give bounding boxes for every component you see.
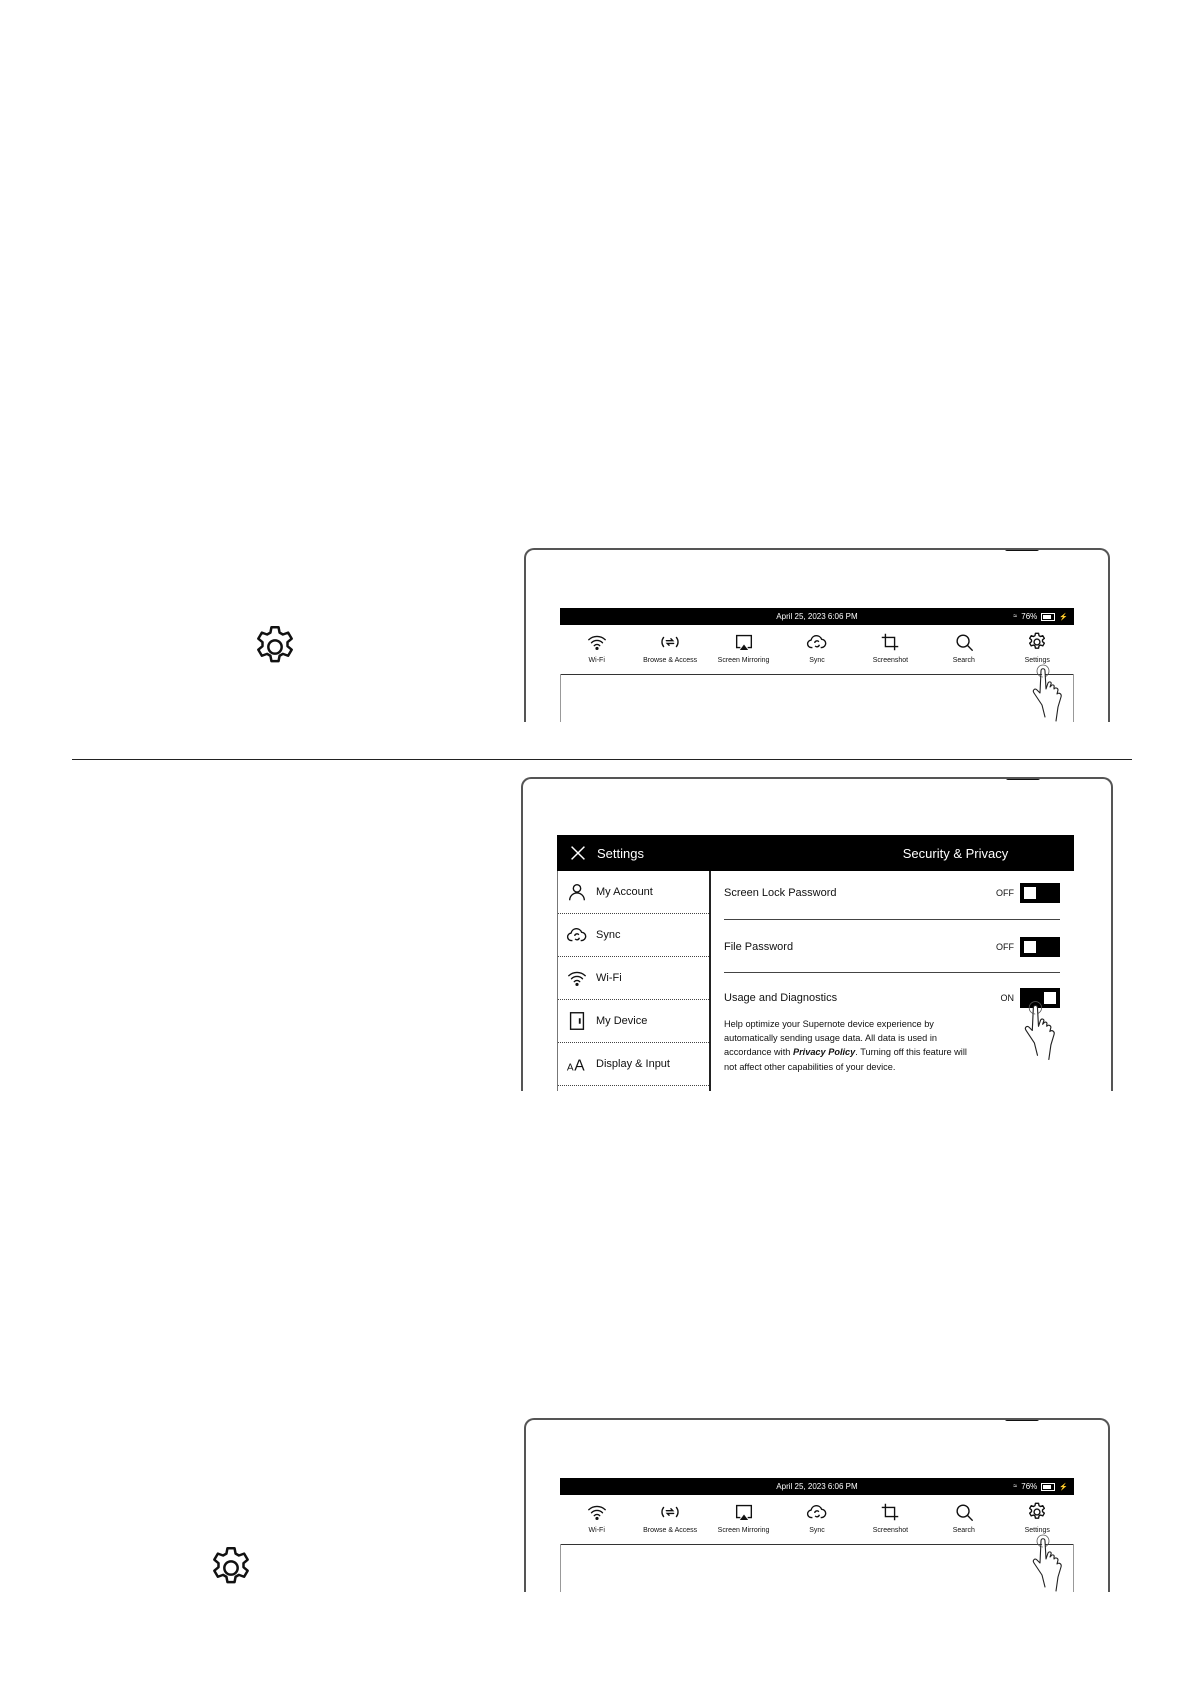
wifi-icon [586, 1501, 608, 1523]
toggle-state: OFF [996, 888, 1014, 898]
battery-icon [1041, 1483, 1055, 1491]
toggle-knob [1023, 940, 1037, 954]
quick-action-label: Screenshot [872, 657, 909, 664]
status-bar [560, 1478, 1074, 1495]
quick-action-wi-fi[interactable] [560, 1495, 633, 1544]
sidebar-item-label: Wi-Fi [596, 972, 622, 984]
quick-action-screenshot[interactable] [854, 625, 927, 674]
setting-row-usage-diagnostics [724, 973, 1060, 1091]
quick-action-label: Search [952, 657, 975, 664]
tapping-hand-icon [1031, 1531, 1091, 1592]
person-icon [566, 881, 588, 903]
quick-action-browse-access[interactable] [633, 625, 706, 674]
wifi-status-icon: ≈ [1013, 613, 1018, 620]
wifi-icon [586, 631, 608, 653]
tapping-hand-icon [1023, 997, 1085, 1065]
setting-row-file-password [724, 920, 1060, 973]
sidebar-item-sync[interactable] [558, 914, 709, 957]
charging-icon: ⚡ [1059, 1483, 1068, 1491]
quick-action-label: Browse & Access [643, 657, 698, 664]
quick-action-label: Screen Mirroring [717, 1527, 770, 1534]
section-title: Security & Privacy [902, 845, 1009, 861]
section-divider [72, 759, 1132, 760]
sidebar-item-my-account[interactable] [558, 871, 709, 914]
gear-icon [250, 622, 300, 672]
pen-button [1005, 1418, 1039, 1421]
sidebar-item-my-device[interactable] [558, 1000, 709, 1043]
quick-action-label: Screen Mirroring [717, 657, 770, 664]
content-area [560, 1544, 1074, 1592]
quick-action-sync[interactable] [780, 625, 853, 674]
desc-text: Help optimize your Supernote device experience by automatically sending usage data. All data is used in accordance with [724, 1019, 937, 1058]
settings-sidebar [557, 871, 711, 1091]
gear-icon [1026, 631, 1048, 653]
quick-action-screenshot[interactable] [854, 1495, 927, 1544]
status-datetime: April 25, 2023 6:06 PM [776, 612, 858, 621]
wifi-icon [566, 967, 588, 989]
quick-action-label: Wi-Fi [588, 1527, 605, 1534]
file-password-toggle[interactable] [1020, 937, 1060, 957]
toggle-state: ON [1000, 993, 1014, 1003]
settings-header [557, 835, 1074, 871]
search-icon [953, 1501, 975, 1523]
quick-action-label: Search [952, 1527, 975, 1534]
quick-action-label: Wi-Fi [588, 657, 605, 664]
pen-button [1006, 777, 1040, 780]
quick-action-label: Settings [1024, 1527, 1050, 1534]
device-frame-1 [524, 548, 1110, 722]
sidebar-item-label: Display & Input [596, 1058, 670, 1070]
status-datetime: April 25, 2023 6:06 PM [776, 1482, 858, 1491]
search-icon [953, 631, 975, 653]
svg-text:A: A [566, 1062, 574, 1074]
sync-cloud-icon [806, 631, 828, 653]
quick-action-wi-fi[interactable] [560, 625, 633, 674]
device-frame-3 [524, 1418, 1110, 1592]
quick-action-label: Settings [1024, 657, 1050, 664]
pen-button [1005, 548, 1039, 551]
security-privacy-panel [710, 871, 1060, 1091]
setting-label: Usage and Diagnostics [724, 992, 838, 1004]
quick-actions-row [560, 1495, 1074, 1545]
browse-access-icon [659, 1501, 681, 1523]
usage-description [724, 1017, 974, 1074]
settings-title: Settings [597, 845, 644, 861]
gear-icon [206, 1543, 256, 1593]
battery-percent: 76% [1021, 1482, 1038, 1491]
svg-text:A: A [574, 1057, 585, 1075]
sidebar-item-display-input[interactable] [558, 1043, 709, 1086]
screen-mirroring-icon [733, 631, 755, 653]
quick-action-screen-mirroring[interactable] [707, 1495, 780, 1544]
crop-icon [879, 631, 901, 653]
screen-lock-toggle[interactable] [1020, 883, 1060, 903]
privacy-policy-link[interactable]: Privacy Policy [792, 1047, 856, 1058]
close-icon[interactable] [567, 842, 589, 864]
wifi-status-icon: ≈ [1013, 1483, 1018, 1490]
device-frame-2 [521, 777, 1113, 1091]
status-bar [560, 608, 1074, 625]
sidebar-item-label: My Device [596, 1015, 648, 1027]
content-area [560, 674, 1074, 722]
quick-action-label: Sync [809, 1527, 825, 1534]
sync-cloud-icon [566, 924, 588, 946]
battery-percent: 76% [1021, 612, 1038, 621]
browse-access-icon [659, 631, 681, 653]
crop-icon [879, 1501, 901, 1523]
quick-action-label: Sync [809, 657, 825, 664]
screen-mirroring-icon [733, 1501, 755, 1523]
toggle-knob [1023, 886, 1037, 900]
setting-label: File Password [724, 941, 794, 953]
control-center [560, 608, 1074, 722]
quick-action-search[interactable] [927, 1495, 1000, 1544]
charging-icon: ⚡ [1059, 613, 1068, 621]
battery-icon [1041, 613, 1055, 621]
quick-action-sync[interactable] [780, 1495, 853, 1544]
sync-cloud-icon [806, 1501, 828, 1523]
quick-action-screen-mirroring[interactable] [707, 625, 780, 674]
setting-row-screen-lock [724, 871, 1060, 920]
quick-actions-row [560, 625, 1074, 675]
settings-screen [557, 835, 1074, 1091]
quick-action-label: Browse & Access [643, 1527, 698, 1534]
toggle-state: OFF [996, 942, 1014, 952]
control-center [560, 1478, 1074, 1592]
desc-text: . Turning off this feature will not affect other capabilities of your device. [724, 1047, 967, 1072]
gear-icon [1026, 1501, 1048, 1523]
sidebar-item-label: Sync [596, 929, 621, 941]
quick-action-label: Screenshot [872, 1527, 909, 1534]
device-icon [566, 1010, 588, 1032]
quick-action-browse-access[interactable] [633, 1495, 706, 1544]
sidebar-item-wi-fi[interactable] [558, 957, 709, 1000]
setting-label: Screen Lock Password [724, 887, 837, 899]
quick-action-search[interactable] [927, 625, 1000, 674]
font-size-icon [566, 1053, 588, 1075]
sidebar-item-label: My Account [596, 886, 653, 898]
tapping-hand-icon [1031, 661, 1091, 722]
